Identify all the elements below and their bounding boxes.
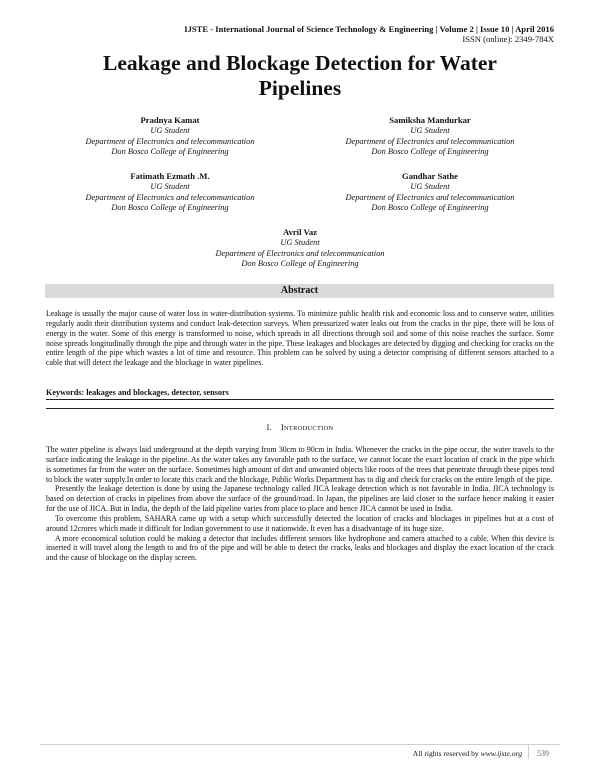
footer-site-link[interactable]: www.ijste.org: [480, 749, 522, 758]
paragraph: A more economical solution could be making a detector that includes different sensors like hydrophone and camera attached to a cable. When this device is inserted it will travel along the length to and fro of the pipe and will be able to detect the cracks, leaks and blockages and display the exact location of the crack and the cause of blockage on the display screen.: [46, 533, 554, 563]
author-college: Don Bosco College of Engineering: [371, 203, 489, 213]
section-title-rest: NTRODUCTION: [283, 425, 334, 432]
paper-title-line2: Pipelines: [258, 76, 342, 100]
author-department: Department of Electronics and telecommunication: [345, 136, 515, 146]
author-department: Department of Electronics and telecommunication: [345, 192, 515, 202]
author-block: [40, 115, 300, 158]
author-department: Department of Electronics and telecommunication: [215, 248, 385, 258]
author-college: Don Bosco College of Engineering: [111, 147, 229, 157]
author-college: Don Bosco College of Engineering: [371, 147, 489, 157]
author-role: UG Student: [410, 181, 450, 191]
paper-title: [40, 51, 560, 101]
journal-title-line: IJSTE - International Journal of Science Technology & Engineering | Volume 2 | Issue 10 | April 2016: [184, 24, 554, 34]
paragraph: The water pipeline is always laid underground at the depth varying from 30cm to 90cm in India. Whenever the cracks in the pipe occur, the water travels to the surface indicating the leakage in the pipeline. As the water takes any favorable path to the surface, we cannot locate the exact location of crack in the pipe which is sometimes far from the water on the surface. Sometimes high amount of dirt and unwanted objects like roots of the trees that penetrate through these pipes tend to block the water supply.In order to locate this crack and the blockage, Public Works Department has to dig and check for cracks on the entire length of the pipe.: [46, 445, 554, 484]
section-title-initial: I: [280, 423, 284, 432]
abstract-heading: Abstract: [45, 284, 554, 298]
author-department: Department of Electronics and telecommunication: [85, 136, 255, 146]
author-block: [300, 115, 560, 158]
page-number: 539: [537, 749, 549, 758]
abstract-text: Leakage is usually the major cause of water loss in water-distribution systems. To minimize public health risk and economic loss and to conserve water, utilities regularly audit their distribution systems and conduct leak-detection surveys. When pressurized water leaks out from the cracks in the pipe, there will be loss of energy in the water. Some of this energy is transformed to noise, which spreads in all directions through soil and some of this noise reaches the surface. Some noise spreads longitudinally through the pipe and through water in the pipe. These leakages and blockages are detected by digging and checking for cracks on the entire length of the pipe which wastes a lot of time and resource. This problem can be solved by using a detector comprising of different sensors attached to a cable that will detect the leakage and the blockage in water pipelines.: [46, 309, 554, 368]
author-role: UG Student: [150, 125, 190, 135]
section-heading-introduction: [46, 423, 554, 432]
introduction-body: [46, 445, 554, 563]
keywords: Keywords: leakages and blockages, detector, sensors: [46, 388, 229, 397]
paragraph: To overcome this problem, SAHARA came up with a setup which successfully detected the location of cracks and blockages in pipelines but at a cost of around 12crores which made it difficult for Indian government to use it nationwide. It even has a disadvantage of its huge size.: [46, 513, 554, 533]
keywords-divider: [46, 399, 554, 400]
footer-divider: [528, 745, 529, 759]
issn-line: ISSN (online): 2349-784X: [462, 34, 554, 44]
author-block: [170, 227, 430, 270]
footer-rule: [40, 744, 560, 745]
section-number: I.: [266, 423, 272, 432]
author-role: UG Student: [280, 237, 320, 247]
author-role: UG Student: [150, 181, 190, 191]
author-name: Fatimath Ezmath .M.: [130, 171, 210, 181]
author-name: Samiksha Mandurkar: [389, 115, 471, 125]
paragraph: Presently the leakage detection is done by using the Japanese technology called JICA leakage detection which is not favorable in India. JICA technology is based on detection of cracks in pipelines from above the surface of the ground/road. In Japan, the pipelines are laid closer to the surface hence making it easier for the use of JICA. But in India, the depth of the laid pipeline varies from place to place and hence JICA cannot be used in India.: [46, 484, 554, 514]
footer-rights: All rights reserved by: [412, 749, 479, 758]
author-block: [300, 171, 560, 214]
author-college: Don Bosco College of Engineering: [111, 203, 229, 213]
author-name: Gandhar Sathe: [402, 171, 458, 181]
footer-copyright: [413, 749, 522, 758]
author-name: Avril Vaz: [283, 227, 317, 237]
author-college: Don Bosco College of Engineering: [241, 259, 359, 269]
paper-title-line1: Leakage and Blockage Detection for Water: [103, 51, 497, 75]
author-name: Pradnya Kamat: [140, 115, 200, 125]
author-role: UG Student: [410, 125, 450, 135]
author-block: [40, 171, 300, 214]
section-divider: [46, 408, 554, 409]
author-department: Department of Electronics and telecommunication: [85, 192, 255, 202]
